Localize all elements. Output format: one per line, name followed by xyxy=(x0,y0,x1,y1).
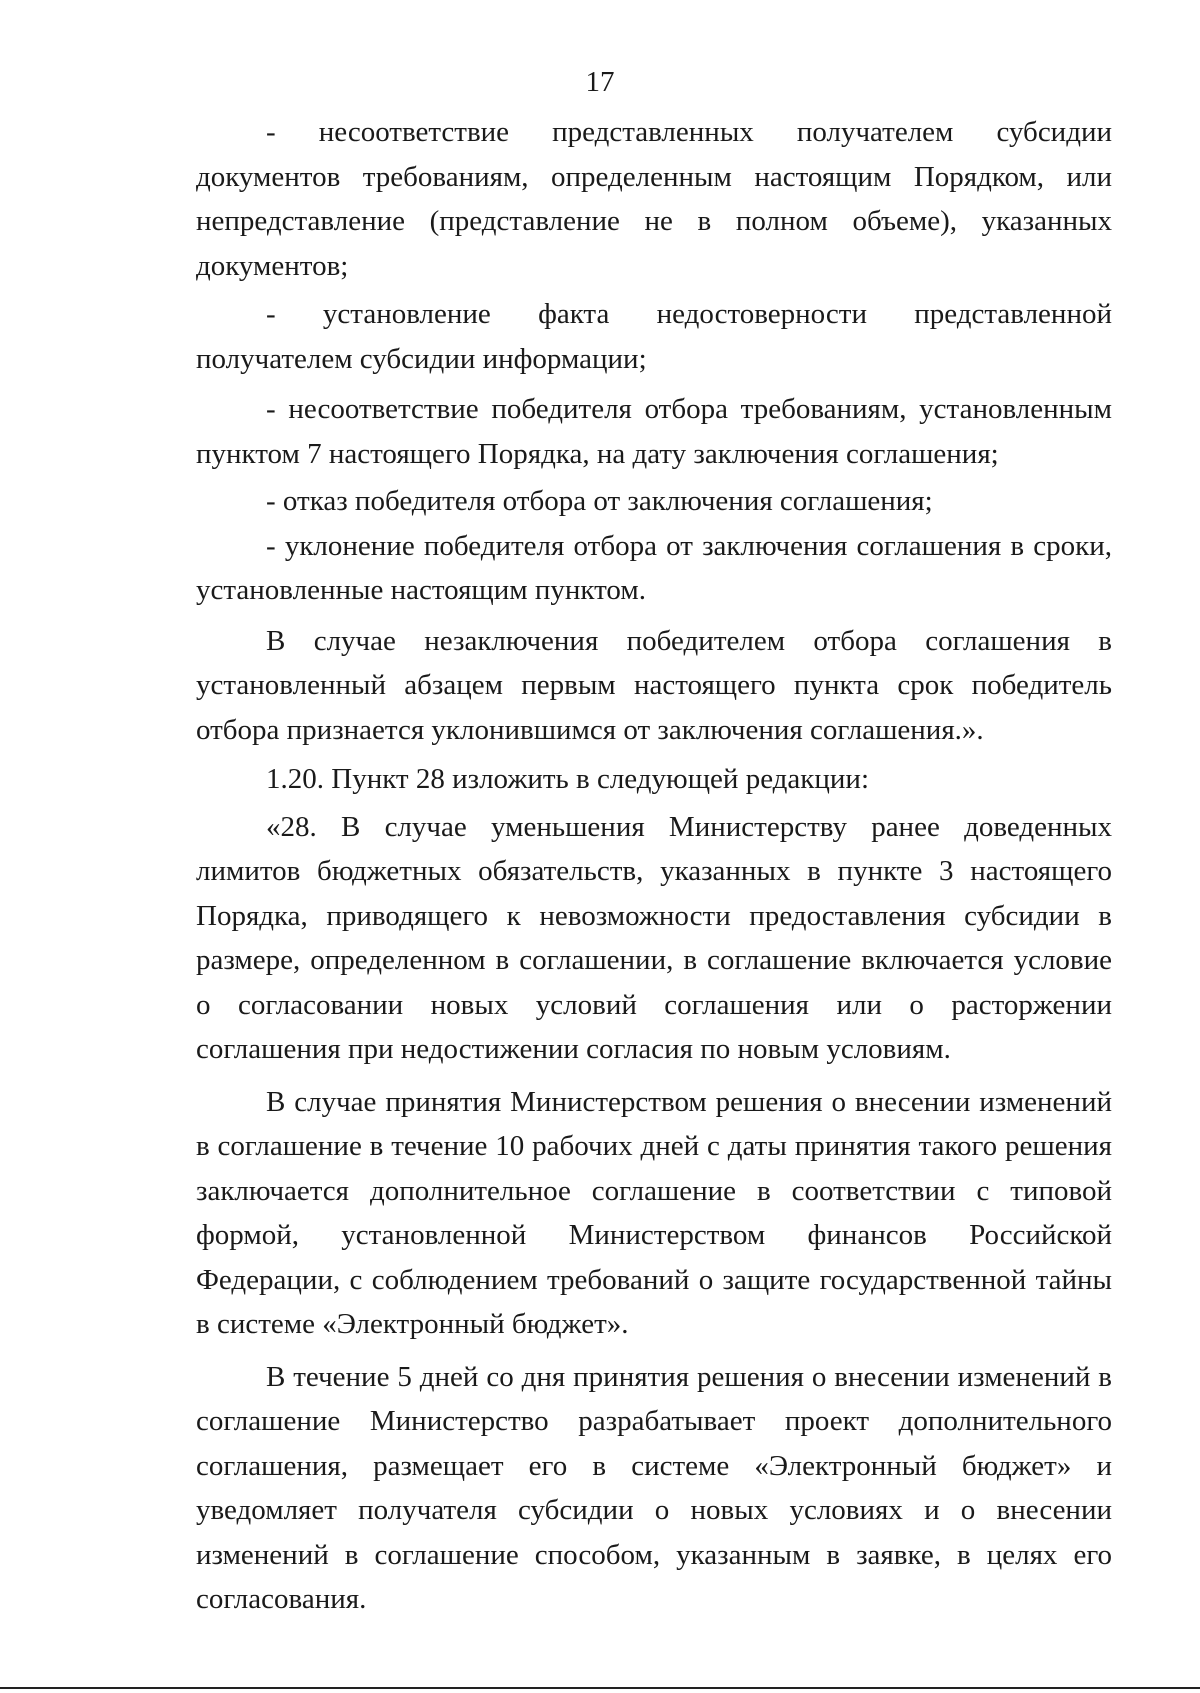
paragraph-point-28: «28. В случае уменьшения Министерству ранее доведенных лимитов бюджетных обязательств, указанных в пункте 3 настоящего Порядка, приводящего к невозможности предоставления субсидии в размере, определенном в соглашении, в соглашение включается условие о согласовании новых условий соглашения или о расторжении соглашения при недостижении согласия по новым условиям. xyxy=(196,810,1112,1065)
paragraph-amendment-decision: В случае принятия Министерством решения о внесении изменений в соглашение в течение 10 рабочих дней с даты принятия такого решения заключается дополнительное соглашение в соответствии с типовой формой, установленной Министерством финансов Российской Федерации, с соблюдением требований о защите государственной тайны в системе «Электронный бюджет». xyxy=(196,1085,1112,1340)
bottom-rule xyxy=(0,1687,1200,1689)
page-number: 17 xyxy=(585,66,615,98)
paragraph-winner-evasion: - уклонение победителя отбора от заключения соглашения в сроки, установленные настоящим пунктом. xyxy=(196,529,1112,606)
paragraph-false-information: - установление факта недостоверности представленной получателем субсидии информации; xyxy=(196,298,1112,375)
document-body xyxy=(196,110,1112,1622)
paragraph-document-mismatch: - несоответствие представленных получателем субсидии документов требованиям, определенным настоящим Порядком, или непредставление (представление не в полном объеме), указанных документов; xyxy=(196,116,1112,282)
paragraph-additional-agreement: В течение 5 дней со дня принятия решения о внесении изменений в соглашение Министерство разрабатывает проект дополнительного соглашения, размещает его в системе «Электронный бюджет» и уведомляет получателя субсидии о новых условиях и о внесении изменений в соглашение способом, указанным в заявке, в целях его согласования. xyxy=(196,1360,1112,1615)
paragraph-non-conclusion: В случае незаключения победителем отбора соглашения в установленный абзацем первым настоящего пункта срок победитель отбора признается уклонившимся от заключения соглашения.». xyxy=(196,624,1112,746)
paragraph-item-1-20: 1.20. Пункт 28 изложить в следующей редакции: xyxy=(266,763,870,795)
paragraph-winner-mismatch: - несоответствие победителя отбора требованиям, установленным пунктом 7 настоящего Порядка, на дату заключения соглашения; xyxy=(196,393,1112,470)
paragraph-winner-refusal: - отказ победителя отбора от заключения соглашения; xyxy=(266,485,933,517)
